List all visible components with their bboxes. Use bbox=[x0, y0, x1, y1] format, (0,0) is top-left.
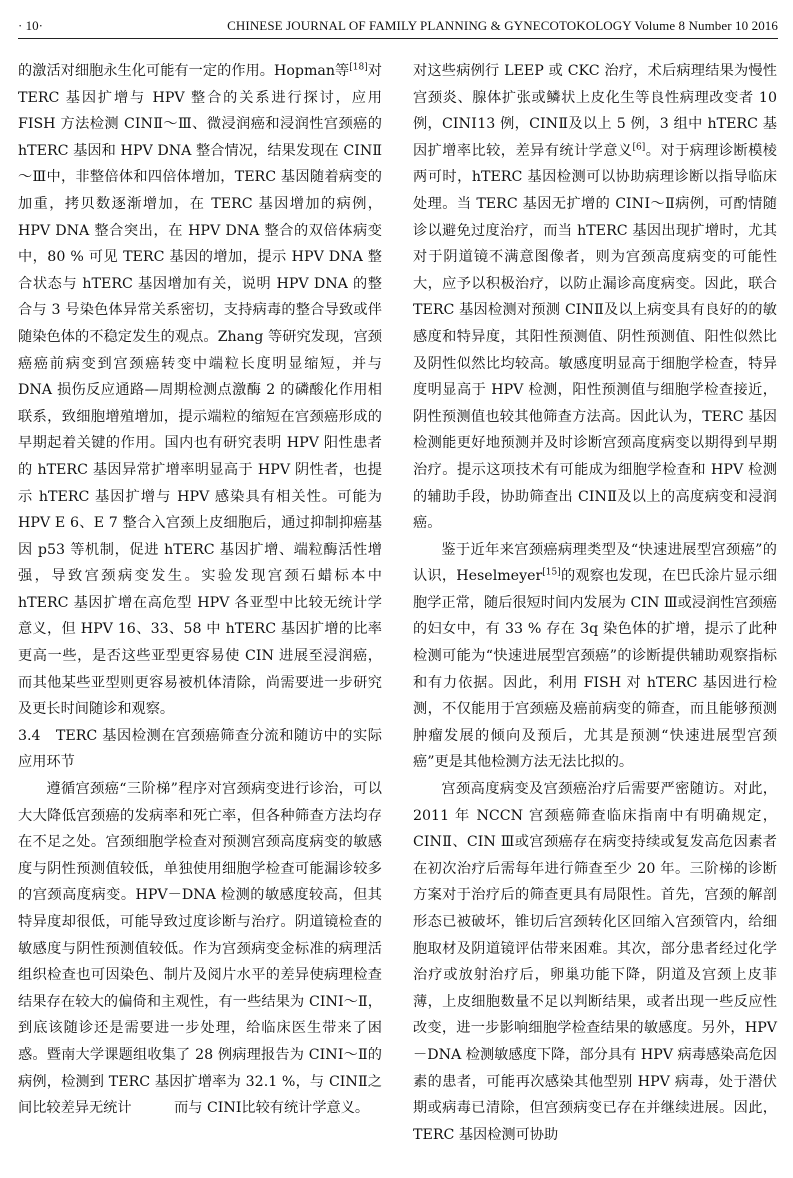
section-heading: 3.4 TERC 基因检测在宫颈癌筛查分流和随访中的实际应用环节 bbox=[18, 727, 382, 771]
journal-title: CHINESE JOURNAL OF FAMILY PLANNING & GYNECOTOKOLOGY Volume 8 Number 10 2016 bbox=[227, 18, 778, 33]
paragraph-text: 的观察也发现，在巴氏涂片显示细胞学正常，随后很短时间内发展为 CIN Ⅲ或浸润性宫颈癌的妇女中，有 33 % 存在 3q 染色体的扩增，提示了此种检测可能为“快速进展型宫颈癌”的诊断提供辅助观察指标和有力依据。因此，利用 FISH 对 hTERC 基因进行检测，不仅能用于宫颈癌及癌前病变的筛查，而且能够预测肿瘤发展的倾向及预后，尤其是预测“快速进展型宫颈癌”更是其他检测方法无法比拟的。 bbox=[413, 568, 777, 771]
paragraph-text: 。对于病理诊断模棱两可时，hTERC 基因检测可以协助病理诊断以指导临床处理。当 TERC 基因无扩增的 CINⅠ～Ⅱ病例，可酌情随诊以避免过度治疗，而当 hTERC 基因出现扩增时，尤其对于阴道镜不满意图像者，则为宫颈高度病变的可能性大，应予以积极治疗，以防止漏诊高度病变。因此，联合 TERC 基因检测对预测 CINⅡ及以上病变具有良好的的敏感度和特异度，其阳性预测值、阴性预测值、阳性似然比及阴性似然比均较高。敏感度明显高于细胞学检查，特异度明显高于 HPV 检测，阳性预测值与细胞学检查接近，阴性预测值也较其他筛查方法高。因此认为，TERC 基因检测能更好地预测并及时诊断宫颈高度病变以期得到早期治疗。提示这项技术有可能成为细胞学检查和 HPV 检测的辅助手段，协助筛查出 CINⅡ及以上的高度病变和浸润癌。 bbox=[413, 142, 777, 532]
citation-ref: [6] bbox=[632, 142, 646, 153]
paragraph-text: 对 TERC 基因扩增与 HPV 整合的关系进行探讨，应用 FISH 方法检测 CINⅡ～Ⅲ、微浸润癌和浸润性宫颈癌的 hTERC 基因和 HPV DNA 整合情况，结果发现在 CINⅡ～Ⅲ中，非整倍体和四倍体增加，TERC 基因随着病变的加重，拷贝数逐渐增加，在 TERC 基因增加的病例，HPV DNA 整合突出，在 HPV DNA 整合的双倍体病变中，80 % 可见 TERC 基因的增加，提示 HPV DNA 整合状态与 hTERC 基因增加有关，说明 HPV DNA 的整合与 3 号染色体异常关系密切，支持病毒的整合导致或伴随染色体的不稳定发生的观点。Zhang 等研究发现，宫颈癌癌前病变到宫颈癌转变中端粒长度明显缩短，并与 DNA 损伤反应通路—周期检测点激酶 2 的磷酸化作用相联系，致细胞增殖增加，提示端粒的缩短在宫颈癌形成的早期起着关键的作用。国内也有研究表明 HPV 阳性患者的 hTERC 基因异常扩增率明显高于 HPV 阴性者，也提示 hTERC 基因扩增与 HPV 感染具有相关性。可能为 HPV E 6、E 7 整合入宫颈上皮细胞后，通过抑制抑癌基因 p53 等机制，促进 hTERC 基因扩增、端粒酶活性增强，导致宫颈病变发生。实验发现宫颈石蜡标本中 hTERC 基因扩增在高危型 HPV 各亚型中比较无统计学意义，但 HPV 16、33、58 中 hTERC 基因扩增的比率更高一些，是否这些亚型更容易使 CIN 进展至浸润癌，而其他某些亚型则更容易被机体清除，尚需要进一步研究及更长时间随诊和观察。 bbox=[18, 63, 382, 718]
running-header bbox=[18, 14, 778, 39]
paragraph bbox=[413, 537, 777, 776]
page-number: · 10· bbox=[18, 18, 43, 33]
paragraph-text: 鉴于近年来宫颈癌病理类型及“快速进展型宫颈癌”的认识，Heselmeyer bbox=[413, 541, 777, 585]
paragraph: 遵循宫颈癌“三阶梯”程序对宫颈病变进行诊治，可以大大降低宫颈癌的发病率和死亡率，但各种筛查方法均存在不足之处。宫颈细胞学检查对预测宫颈高度病变的敏感度与阴性预测值较低，单独使用细胞学检查可能漏诊较多的宫颈高度病变。HPV－DNA 检测的敏感度较高，但其特异度却很低，可能导致过度诊断与治疗。阴道镜检查的敏感度与阴性预测值较低。作为宫颈病变金标准的病理活组织检查也可因染色、制片及阅片水平的差异使病理检查结果存在较大的偏倚和主观性，有一些结果为 CINⅠ～Ⅱ，到底该随诊还是需要进一步处理，给临床医生带来了困惑。暨南大学课题组收集了 28 例病理报告为 CINⅠ～Ⅱ的病例，检测到 TERC 基因扩增率为 32.1 %，与 CINⅡ之间比较差异无统计 而与 CINⅠ比较有统计学意义。 bbox=[18, 781, 382, 1117]
paragraph-text: 的激活对细胞永生化可能有一定的作用。Hopman等 bbox=[18, 63, 350, 79]
citation-ref: [18] bbox=[349, 62, 368, 73]
paragraph bbox=[413, 58, 777, 537]
left-column bbox=[18, 58, 382, 1122]
citation-ref: [15] bbox=[542, 567, 561, 578]
paragraph bbox=[18, 58, 382, 723]
right-column bbox=[413, 58, 777, 1148]
paragraph-text: 对这些病例行 LEEP 或 CKC 治疗，术后病理结果为慢性宫颈炎、腺体扩张或鳞状上皮化生等良性病理改变者 10 例，CINⅠ13 例，CINⅡ及以上 5 例，3 组中 hTERC 基因扩增率比较，差异有统计学意义 bbox=[413, 63, 777, 159]
paragraph: 宫颈高度病变及宫颈癌治疗后需要严密随访。对此，2011 年 NCCN 宫颈癌筛查临床指南中有明确规定，CINⅡ、CIN Ⅲ或宫颈癌存在病变持续或复发高危因素者在初次治疗后需每年进行筛查至少 20 年。三阶梯的诊断方案对于治疗后的筛查更具有局限性。首先，宫颈的解剖形态已被破坏，锥切后宫颈转化区回缩入宫颈管内，给细胞取材及阴道镜评估带来困难。其次，部分患者经过化学治疗或放射治疗后，卵巢功能下降，阴道及宫颈上皮菲薄，上皮细胞数量不足以判断结果，或者出现一些反应性改变，进一步影响细胞学检查结果的敏感度。另外，HPV－DNA 检测敏感度下降，部分具有 HPV 病毒感染高危因素的患者，可能再次感染其他型别 HPV 病毒，处于潜伏期或病毒已清除，但宫颈病变已存在并继续进展。因此，TERC 基因检测可协助 bbox=[413, 781, 777, 1143]
